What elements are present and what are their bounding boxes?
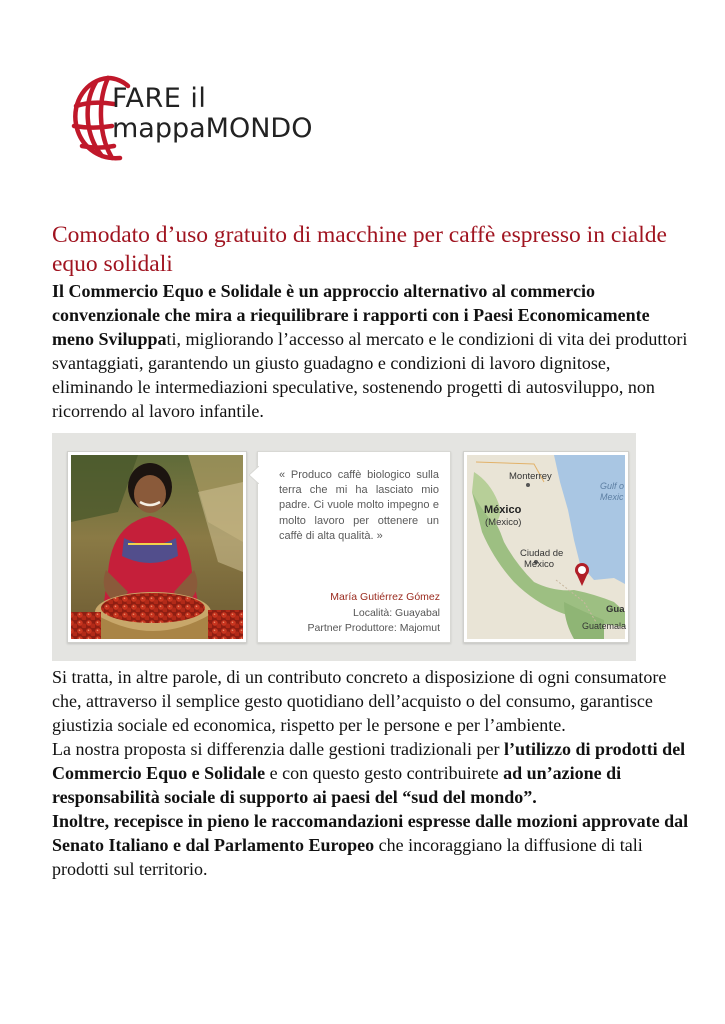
document-title: Comodato d’uso gratuito di macchine per caffè espresso in cialde equo solidali — [52, 222, 667, 277]
intro-rest: ti, migliorando l’accesso al mercato e le condizioni di vita dei produttori svantaggiati, garantendo un giusto guadagno e condizioni di lavoro dignitose, eliminando le intermediazioni speculative, sostenendo progetti di autosviluppo, non ricorrendo al lavoro infantile. — [52, 329, 688, 421]
intro-bold: Il Commercio Equo e Solidale è un approccio alternativo al commercio convenzionale che mira a riequilibrare i rapporti con i Paesi Economicamente meno Sviluppa — [52, 281, 650, 349]
speech-tail-icon — [249, 466, 259, 484]
body-paragraph-3 — [52, 809, 692, 881]
producer-info — [308, 590, 440, 637]
map-label-ciudad-2: México — [524, 559, 555, 570]
mexico-map-image — [464, 452, 628, 642]
map-label-mexico: México — [484, 504, 522, 516]
quote-card — [257, 451, 451, 643]
producer-quote: « Produco caffè biologico sulla terra che mi ha lasciato mio padre. Ci vuole molto impegno e molto lavoro per ottenere un caffè di alta qualità. » — [279, 469, 439, 542]
woman-with-coffee-image — [68, 452, 246, 642]
body-text — [52, 665, 692, 881]
body-p3-a: Inoltre, recepisce in pieno le raccomandazioni espresse dalle mozioni approvate dal Senato Italiano e dal Parlamento Europeo — [52, 811, 689, 855]
logo — [68, 72, 318, 164]
map-label-mexico-sub: (Mexico) — [485, 517, 522, 528]
location-map — [463, 451, 629, 643]
intro-paragraph — [52, 279, 692, 423]
producer-partner: Partner Produttore: Majomut — [307, 622, 440, 634]
body-p2-d: ad un’azione di responsabilità sociale di supporto ai paesi del “sud del mondo”. — [52, 763, 622, 807]
producer-location: Località: Guayabal — [353, 606, 440, 619]
logo-mondo: MONDO — [205, 113, 313, 144]
body-paragraph-2 — [52, 737, 692, 809]
map-label-monterrey: Monterrey — [509, 471, 552, 482]
producer-banner — [52, 433, 636, 661]
producer-name: María Gutiérrez Gómez — [330, 591, 440, 603]
logo-line2 — [112, 114, 312, 144]
map-label-gulf-2: Mexic — [600, 492, 624, 502]
body-p3-b: che incoraggiano la diffusione di tali prodotti sul territorio. — [52, 835, 643, 879]
map-label-gulf-1: Gulf o — [600, 481, 625, 491]
map-label-gua: Gua — [606, 604, 625, 615]
body-p2-a: La nostra proposta si differenzia dalle gestioni tradizionali per — [52, 739, 505, 759]
body-p2-b: l’utilizzo di prodotti del Commercio Equo e Solidale — [52, 739, 686, 783]
producer-photo — [67, 451, 247, 643]
body-paragraph-1: Si tratta, in altre parole, di un contributo concreto a disposizione di ogni consumatore che, attraverso il semplice gesto quotidiano dell’acquisto o del consumo, garantisce giustizia sociale ed economica, rispetto per le persone e per l’ambiente. — [52, 667, 667, 735]
map-label-guatemala: Guatemala — [582, 621, 627, 631]
logo-line1: FARE il — [112, 83, 207, 114]
body-p2-c: e con questo gesto contribuirete — [265, 763, 504, 783]
map-label-ciudad-1: Ciudad de — [520, 548, 564, 559]
logo-mappa: mappa — [112, 113, 206, 144]
